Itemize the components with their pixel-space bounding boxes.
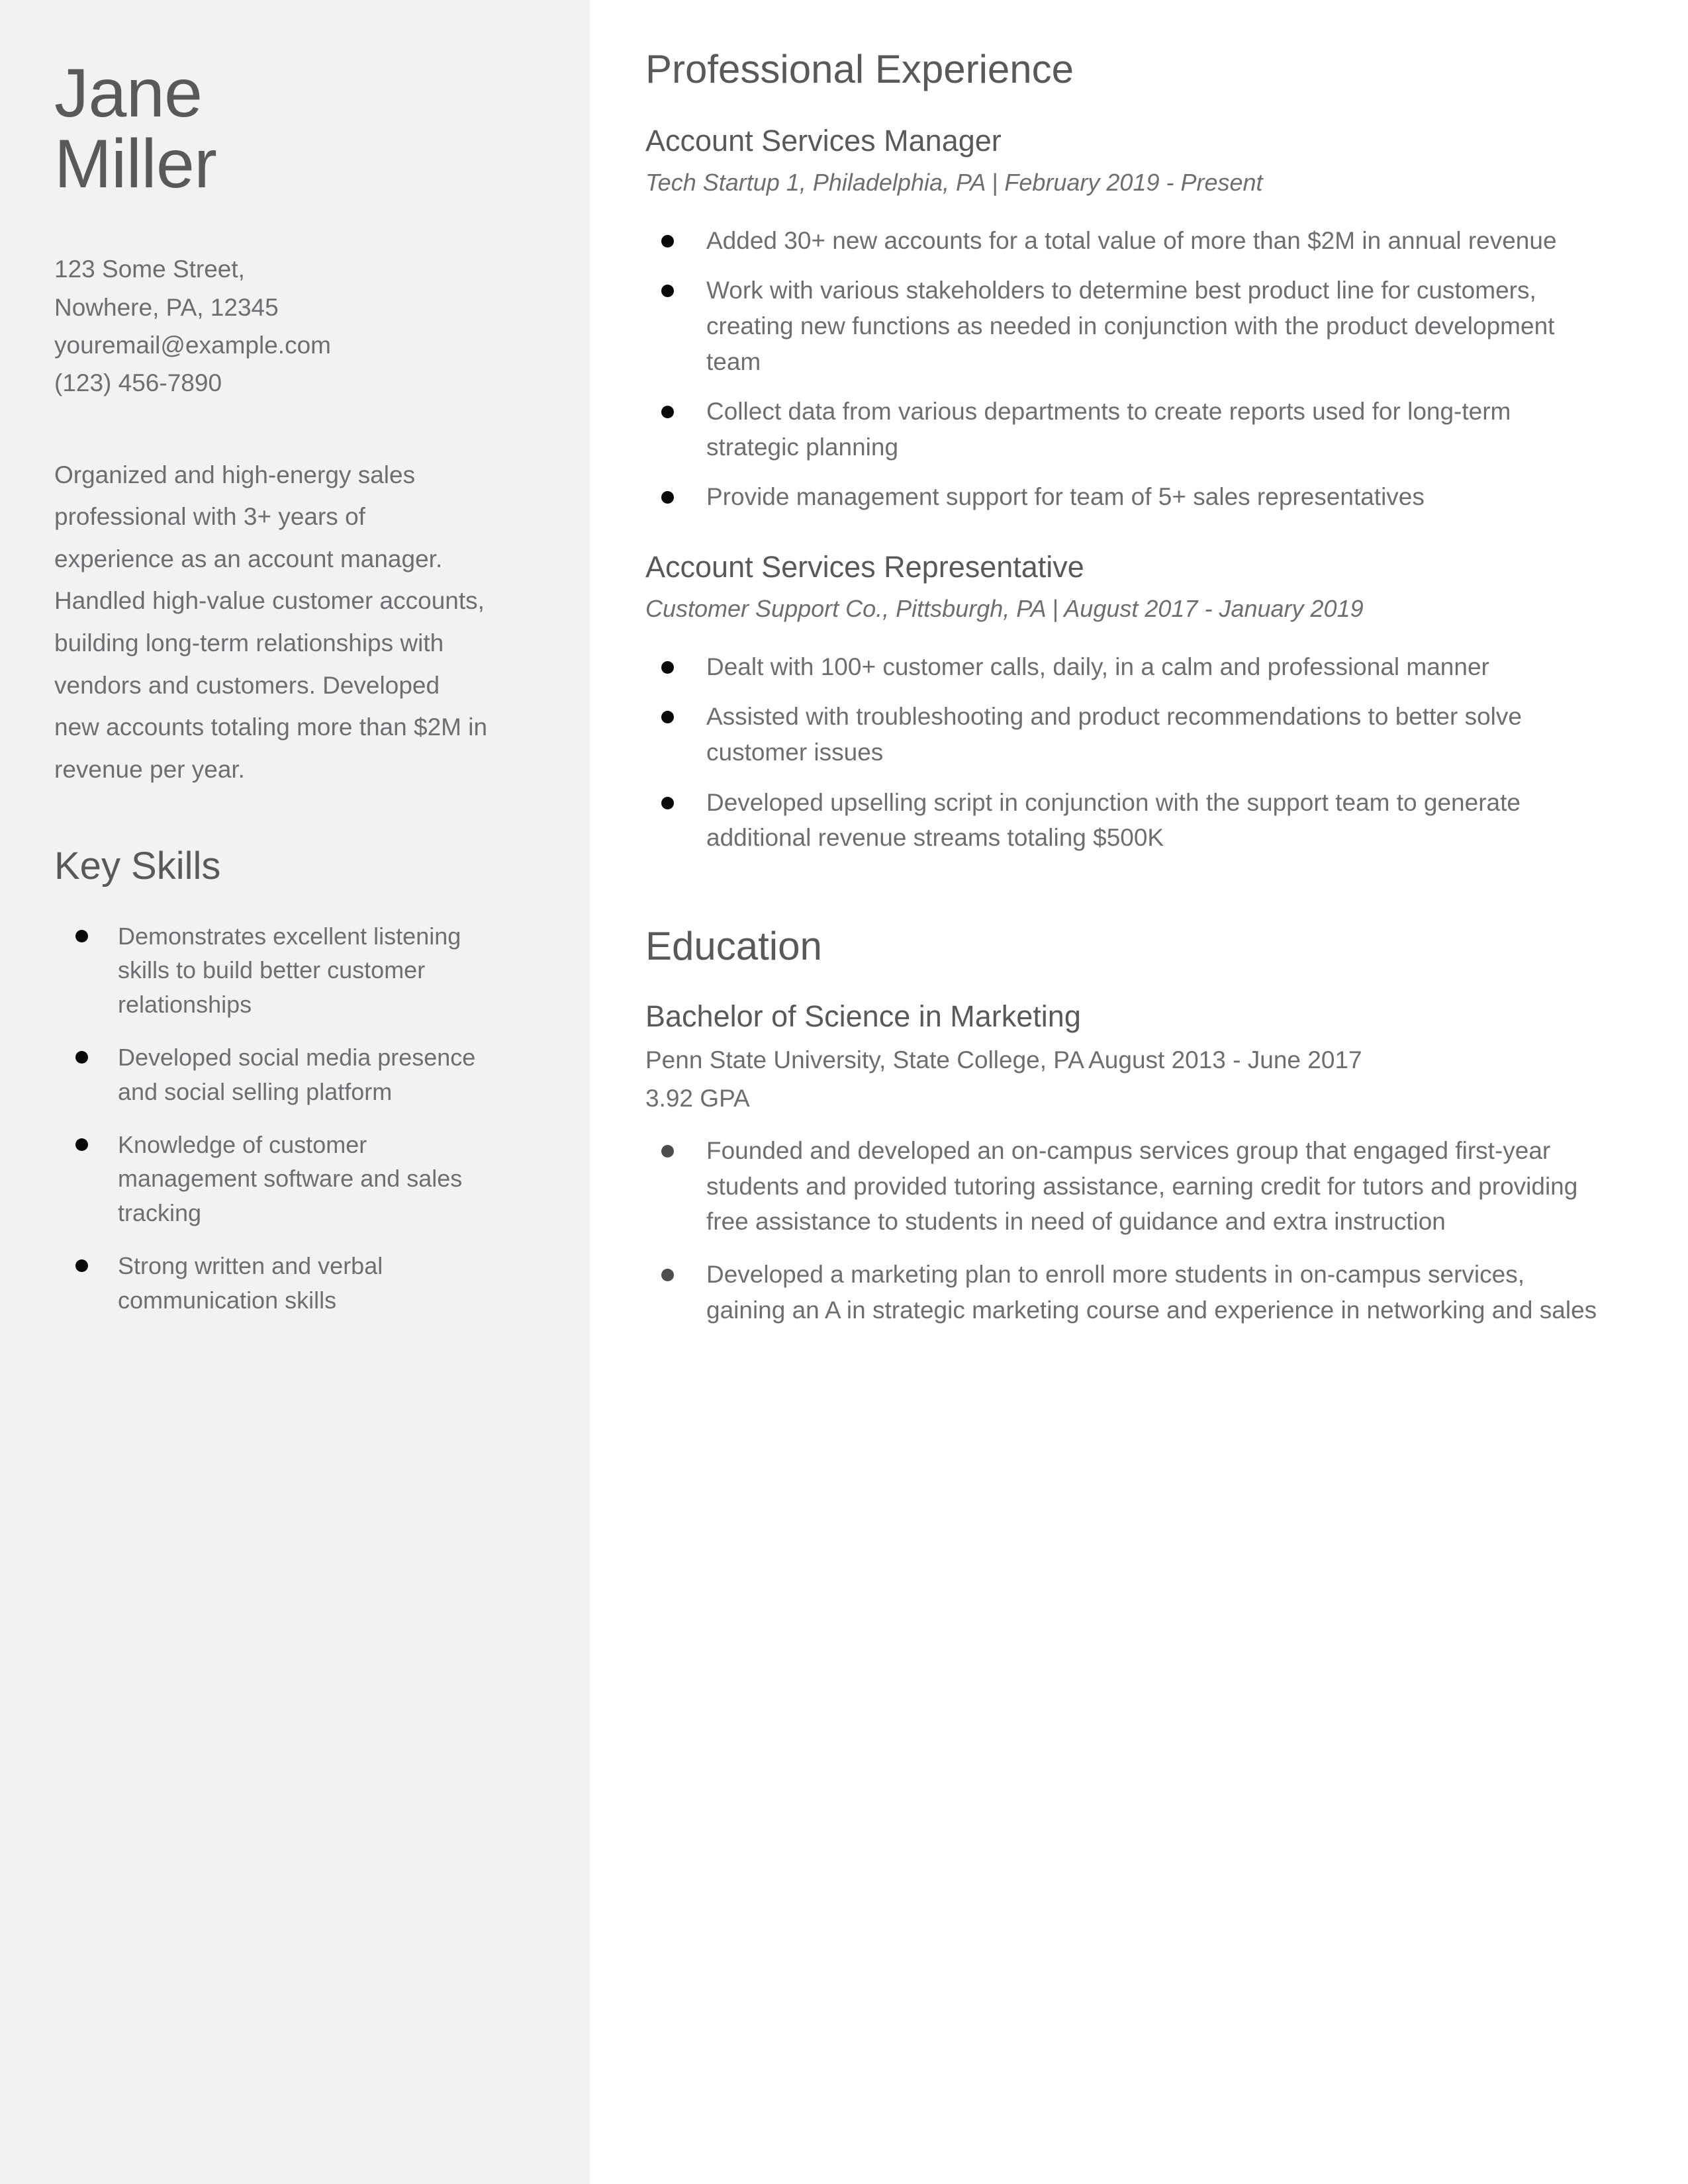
education-heading: Education — [645, 923, 822, 968]
skill-text: Developed social media presence and social selling platform — [118, 1044, 476, 1105]
job-title: Account Services Manager — [645, 124, 1002, 158]
list-item — [645, 479, 1599, 515]
responsibility-text: Dealt with 100+ customer calls, daily, in a calm and professional manner — [706, 653, 1489, 680]
skill-text: Knowledge of customer management software and sales tracking — [118, 1130, 463, 1227]
responsibility-text: Work with various stakeholders to determine best product line for customers, creating new functions as needed in conjunction with the product development team — [706, 277, 1555, 375]
professional-experience-heading: Professional Experience — [645, 47, 1074, 91]
school-location-dates: Penn State University, State College, PA August 2013 - June 2017 — [645, 1046, 1362, 1073]
responsibility-text: Assisted with troubleshooting and product recommendations to better solve customer issues — [706, 703, 1522, 766]
key-skills-heading: Key Skills — [54, 844, 221, 887]
list-item — [645, 649, 1599, 685]
bullet-icon — [661, 797, 674, 809]
responsibility-text: Collect data from various departments to create reports used for long-term strategic planning — [706, 398, 1511, 461]
first-name: Jane — [54, 55, 203, 132]
list-item — [54, 1128, 504, 1230]
responsibility-text: Developed upselling script in conjunction with the support team to generate additional revenue streams totaling $500K — [706, 788, 1521, 852]
achievement-text: Developed a marketing plan to enroll more students in on-campus services, gaining an A in strategic marketing course and experience in networking and sales — [706, 1261, 1597, 1324]
key-skills-list — [54, 919, 504, 1318]
job-title: Account Services Representative — [645, 550, 1084, 584]
bullet-icon — [75, 1051, 88, 1064]
main-content — [645, 0, 1618, 1345]
sidebar — [0, 0, 590, 2184]
contact-street: 123 Some Street, — [54, 255, 245, 283]
bullet-icon — [661, 661, 674, 674]
list-item — [645, 394, 1599, 465]
bullet-icon — [661, 711, 674, 723]
gpa-value: 3.92 GPA — [645, 1084, 750, 1112]
contact-city-state-zip: Nowhere, PA, 12345 — [54, 293, 279, 321]
job-responsibilities-list — [645, 223, 1599, 515]
bullet-icon — [661, 285, 674, 297]
list-item — [54, 1249, 504, 1318]
list-item — [645, 785, 1599, 856]
list-item — [645, 1257, 1599, 1328]
list-item — [54, 1040, 504, 1109]
bullet-icon — [75, 930, 88, 942]
job-company-location-dates: Tech Startup 1, Philadelphia, PA | February 2019 - Present — [645, 169, 1263, 196]
bullet-icon — [661, 1269, 674, 1281]
list-item — [645, 1133, 1599, 1240]
responsibility-text: Provide management support for team of 5+ sales representatives — [706, 483, 1425, 511]
education-entry — [645, 999, 1618, 1328]
responsibility-text: Added 30+ new accounts for a total value of more than $2M in annual revenue — [706, 226, 1557, 254]
experience-entry — [645, 549, 1618, 856]
bullet-icon — [661, 1145, 674, 1158]
candidate-name — [54, 55, 518, 203]
skill-text: Demonstrates excellent listening skills to build better customer relationships — [118, 922, 461, 1019]
bullet-icon — [661, 491, 674, 504]
bullet-icon — [75, 1138, 88, 1151]
list-item — [645, 223, 1599, 259]
experience-entry — [645, 123, 1618, 515]
bullet-icon — [661, 235, 674, 248]
job-company-location-dates: Customer Support Co., Pittsburgh, PA | August 2017 - January 2019 — [645, 595, 1364, 623]
list-item — [54, 919, 504, 1022]
contact-phone[interactable]: (123) 456-7890 — [54, 369, 222, 397]
list-item — [645, 273, 1599, 379]
last-name: Miller — [54, 126, 217, 203]
job-responsibilities-list — [645, 649, 1599, 856]
skill-text: Strong written and verbal communication skills — [118, 1252, 383, 1314]
degree-title: Bachelor of Science in Marketing — [645, 999, 1081, 1033]
contact-info — [54, 250, 518, 402]
bullet-icon — [75, 1259, 88, 1272]
professional-summary: Organized and high-energy sales professional with 3+ years of experience as an account manager. Handled high-value customer accounts, building long-term relationships with vendors and customers. Developed new accounts totaling more than $2M in revenue per year. — [54, 461, 488, 783]
achievement-text: Founded and developed an on-campus services group that engaged first-year students and provided tutoring assistance, earning credit for tutors and providing free assistance to students in need of guidance and extra instruction — [706, 1137, 1578, 1236]
bullet-icon — [661, 406, 674, 418]
contact-email[interactable]: youremail@example.com — [54, 331, 331, 359]
list-item — [645, 699, 1599, 770]
education-achievements-list — [645, 1133, 1599, 1328]
